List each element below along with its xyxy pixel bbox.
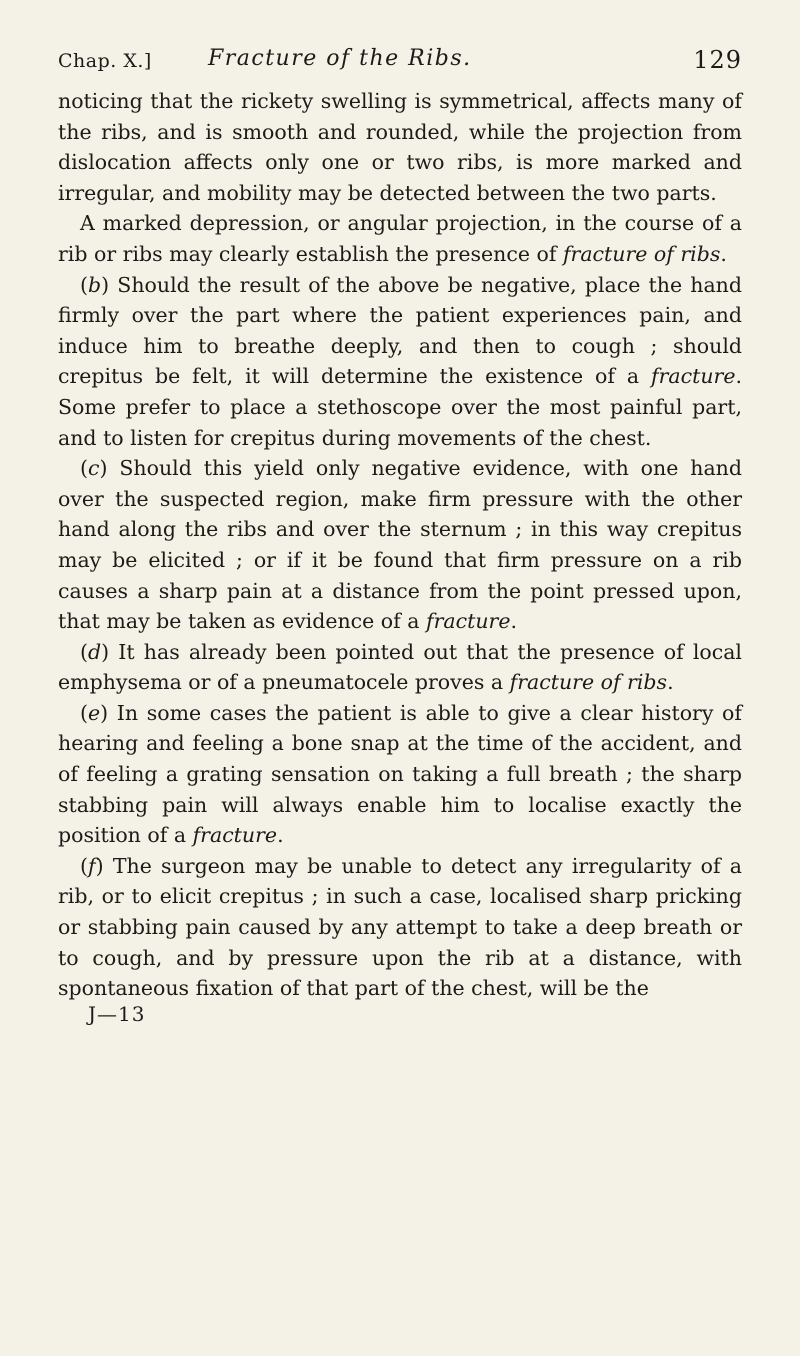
emphasis-term: fracture xyxy=(425,609,511,634)
paragraph-text: In some cases the patient is able to give a clear history of hearing and feeling a bone snap at the time of the accident, and of feeling a grating sensation on taking a full breath ; the sharp stabbing pain will always enable him to localise exactly the position of a xyxy=(58,700,742,848)
item-label: f xyxy=(88,853,96,878)
emphasis-term: fracture of ribs xyxy=(562,241,721,266)
paragraph-end: . xyxy=(277,823,284,848)
paragraph-text: Should the result of the above be negative, place the hand firmly over the part where the patient experiences pain, and induce him to breathe deeply, and then to cough ; should crepitus be felt, it will determine the existence of a xyxy=(58,272,742,389)
paragraph-intro xyxy=(58,86,742,208)
emphasis-term: fracture xyxy=(192,823,278,848)
paragraph-text: The surgeon may be unable to detect any irregularity of a rib, or to elicit crepitus ; in such a case, localised sharp pricking or stabbing pain caused by any attempt to take a deep breath or to cough, and by pressure upon the rib at a distance, with spontaneous fixation of that part of the chest, will be the xyxy=(58,853,742,1001)
item-label: d xyxy=(88,639,102,664)
paragraph-c: (c) Should this yield only negative evidence, with one hand over the suspected region, make firm pressure with the other hand along the ribs and over the sternum ; in this way crepitus may be elicited ; or if it be found that firm pressure on a rib causes a sharp pain at a distance from the point pressed upon, that may be taken as evidence of a fracture. xyxy=(58,456,742,634)
chapter-label: Chap. X.] xyxy=(58,50,152,72)
running-title: Fracture of the Ribs. xyxy=(208,46,472,71)
paragraph-b: (b) Should the result of the above be negative, place the hand firmly over the part where the patient experiences pain, and induce him to breathe deeply, and then to cough ; should crepitus be felt, it will determine the existence of a fracture. Some prefer to place a stethoscope over the most painful part, and to listen for crepitus during movements of the chest. xyxy=(58,272,742,450)
paragraph-end: . Some prefer to place a stethoscope over the most painful part, and to listen for crepitus during movements of the chest. xyxy=(58,364,742,450)
emphasis-term: fracture xyxy=(651,364,736,389)
paragraph-text: A marked depression, or angular projection, in the course of a rib or ribs may clearly establish the presence of xyxy=(58,211,742,266)
signature-mark: J—13 xyxy=(88,1001,146,1026)
paragraph-f: (f) The surgeon may be unable to detect any irregularity of a rib, or to elicit crepitus ; in such a case, localised sharp pricking or stabbing pain caused by any attempt to take a deep breath or to cough, and by pressure upon the rib at a distance, with spontaneous fixation of that part of the chest, will be the xyxy=(58,853,742,1001)
item-label: c xyxy=(88,456,100,481)
body-text xyxy=(58,86,742,1004)
paragraph-end: . xyxy=(720,241,727,266)
paragraph-end: . xyxy=(667,670,674,695)
paragraph-text: noticing that the rickety swelling is symmetrical, affects many of the ribs, and is smooth and rounded, while the projection from dislocation affects only one or two ribs, is more marked and irregular, and mobility may be detected between the two parts. xyxy=(58,89,742,205)
item-label: e xyxy=(88,700,101,725)
page-number: 129 xyxy=(693,46,742,74)
paragraph-d: (d) It has already been pointed out that the presence of local emphysema or of a pneumatocele proves a fracture of ribs. xyxy=(58,639,742,695)
paragraph-end: . xyxy=(510,609,517,634)
running-head xyxy=(58,32,742,76)
emphasis-term: fracture of ribs xyxy=(509,670,668,695)
paragraph-text: It has already been pointed out that the presence of local emphysema or of a pneumatocele proves a xyxy=(58,639,742,695)
item-label: b xyxy=(88,272,102,297)
paragraph-depression xyxy=(58,208,742,269)
paragraph-text: Should this yield only negative evidence, with one hand over the suspected region, make firm pressure with the other hand along the ribs and over the sternum ; in this way crepitus may be elicited ; or if it be found that firm pressure on a rib causes a sharp pain at a distance from the point pressed upon, that may be taken as evidence of a xyxy=(58,456,742,634)
paragraph-e: (e) In some cases the patient is able to give a clear history of hearing and feeling a bone snap at the time of the accident, and of feeling a grating sensation on taking a full breath ; the sharp stabbing pain will always enable him to localise exactly the position of a fracture. xyxy=(58,700,742,848)
